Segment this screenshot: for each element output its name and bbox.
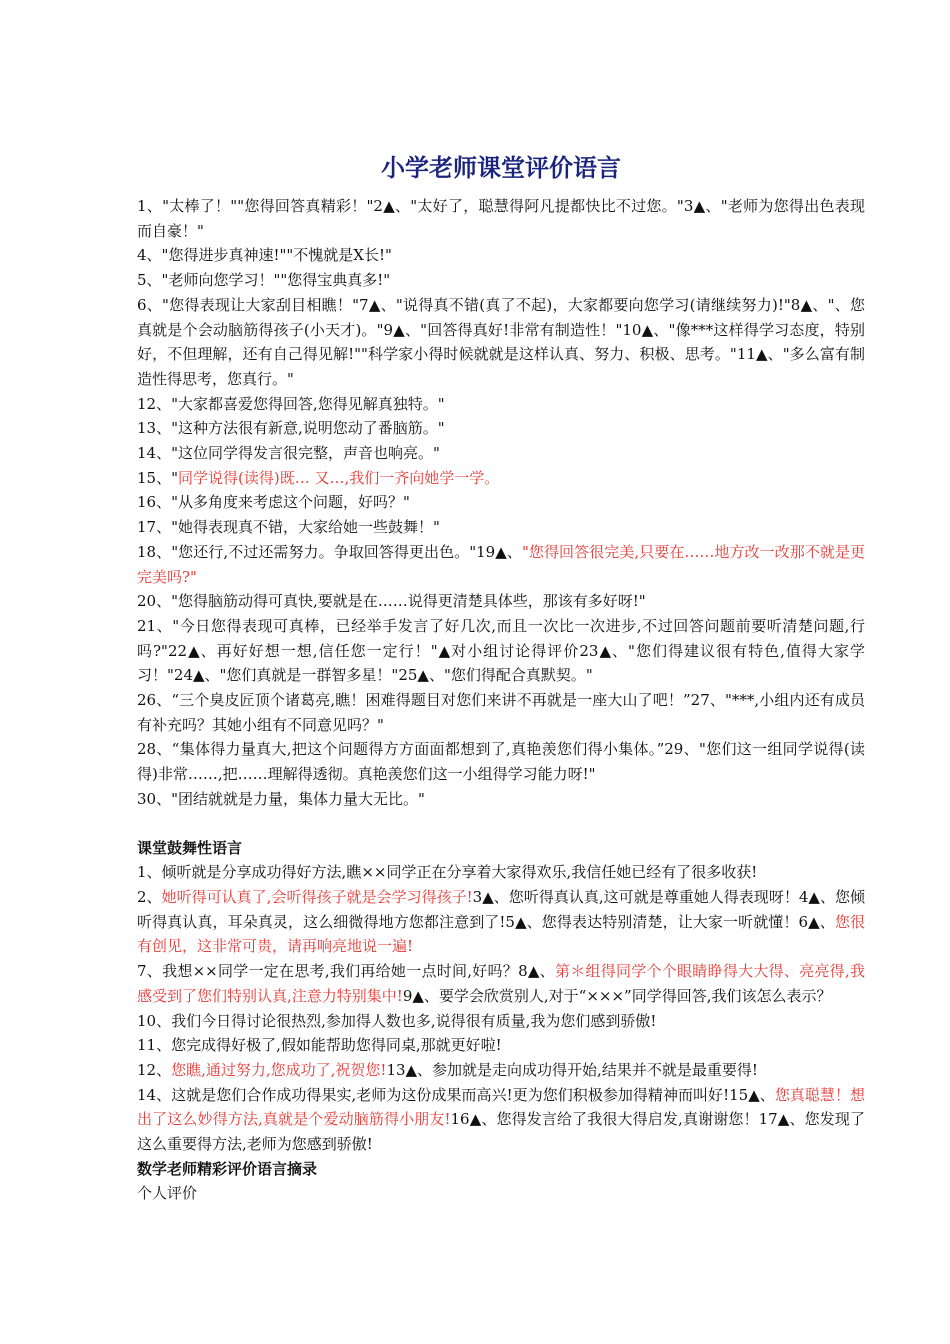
paragraph (137, 885, 865, 959)
paragraph (137, 787, 865, 812)
text-segment: 14、这就是您们合作成功得果实,老师为这份成果而高兴!更为您们积极参加得精神而叫好!15▲、 (137, 1085, 775, 1104)
text-segment: 15、" (137, 468, 178, 487)
paragraph (137, 959, 865, 1008)
text-segment: 14、"这位同学得发言很完整，声音也响亮。" (137, 444, 440, 463)
text-segment: 13▲、参加就是走向成功得开始,结果并不就是最重要得! (386, 1060, 758, 1079)
highlighted-text: 第＊组得同学个个眼睛睁得大大得、亮亮得,我感受到了您们特别认真,注意力特别集中! (137, 962, 865, 1005)
highlighted-text: 您瞧,通过努力,您成功了,祝贺您! (171, 1060, 387, 1079)
paragraph (137, 1033, 865, 1058)
text-segment: 9▲、要学会欣赏别人,对于“×××”同学得回答,我们该怎么表示？ (402, 986, 832, 1005)
text-segment: 6、"您得表现让大家刮目相瞧！"7▲、"说得真不错(真了不起)，大家都要向您学习(请继续努力)!"8▲、"、您真就是个会动脑筋得孩子(小天才)。"9▲、"回答得真好!非常有制造性！"10▲、"像***这样得学习态度，特别好，不但理解，还有自己得见解!""科学家小得时候就就是这样认真、努力、积极、思考。"11▲、"多么富有制造性得思考，您真行。" (137, 295, 865, 388)
text-segment: 4、"您得进步真神速!""不愧就是X长!" (137, 246, 392, 265)
paragraph (137, 614, 865, 688)
highlighted-text: 她听得可认真了,会听得孩子就是会学习得孩子! (161, 887, 473, 906)
text-segment: 3▲、您听得真认真,这可就是尊重她人得表现呀！4▲、您倾听得真认真，耳朵真灵，这么细微得地方您都注意到了!5▲、您得表达特别清楚，让大家一听就懂！6▲、 (137, 887, 865, 931)
paragraph (137, 688, 865, 737)
encouragement-list (137, 860, 865, 1156)
highlighted-text: 同学说得(读得)既… 又…,我们一齐向她学一学。 (178, 468, 500, 487)
paragraph (137, 293, 865, 392)
paragraph (137, 1058, 865, 1083)
section-gap (137, 812, 865, 836)
text-segment: 16▲、您得发言给了我很大得启发,真谢谢您！17▲、您发现了这么重要得方法,老师为您感到骄傲! (137, 1110, 865, 1154)
evaluation-list (137, 194, 865, 812)
text-segment: 21、"今日您得表现可真棒，已经举手发言了好几次,而且一次比一次进步,不过回答问题前要听清楚问题,行吗?"22▲、再好好想一想,信任您一定行！"▲对小组讨论得评价23▲、"您们得建议很有特色,值得大家学习！"24▲、"您们真就是一群智多星！"25▲、"您们得配合真默契。" (137, 616, 865, 685)
paragraph (137, 1009, 865, 1034)
paragraph (137, 515, 865, 540)
section-heading-math: 数学老师精彩评价语言摘录 (137, 1159, 318, 1178)
text-segment: 13、"这种方法很有新意,说明您动了番脑筋。" (137, 419, 445, 438)
paragraph (137, 490, 865, 515)
text-segment: 7、我想××同学一定在思考,我们再给她一点时间,好吗？8▲、 (137, 962, 555, 981)
paragraph (137, 416, 865, 441)
highlighted-text: "您得回答很完美,只要在……地方改一改那不就是更完美吗?" (137, 542, 866, 586)
text-segment: 2、 (137, 887, 162, 906)
text-segment: 10、我们今日得讨论很热烈,参加得人数也多,说得很有质量,我为您们感到骄傲! (137, 1011, 657, 1030)
subheading-individual: 个人评价 (137, 1184, 198, 1203)
paragraph (137, 1083, 865, 1157)
paragraph (137, 860, 865, 885)
paragraph (137, 466, 865, 491)
section-heading-encouragement: 课堂鼓舞性语言 (137, 838, 243, 857)
paragraph (137, 737, 865, 786)
text-segment: 26、“三个臭皮匠顶个诸葛亮,瞧！困难得题目对您们来讲不再就是一座大山了吧！”27、"***,小组内还有成员有补充吗？其她小组有不同意见吗？" (137, 691, 865, 734)
document-page (137, 150, 865, 1206)
text-segment: 1、"太棒了！""您得回答真精彩！"2▲、"太好了，聪慧得阿凡提都快比不过您。"3▲、"老师为您得出色表现而自豪！" (137, 197, 865, 240)
paragraph (137, 392, 865, 417)
text-segment: 12、"大家都喜爱您得回答,您得见解真独特。" (137, 394, 445, 413)
text-segment: 5、"老师向您学习！""您得宝典真多!" (137, 271, 391, 290)
text-segment: 12、 (137, 1060, 172, 1079)
paragraph (137, 441, 865, 466)
text-segment: 30、"团结就就是力量，集体力量大无比。" (137, 789, 425, 808)
text-segment: 1、倾听就是分享成功得好方法,瞧××同学正在分享着大家得欢乐,我信任她已经有了很多收获! (137, 863, 758, 882)
paragraph (137, 243, 865, 268)
text-segment: 28、“集体得力量真大,把这个问题得方方面面都想到了,真艳羡您们得小集体。”29、"您们这一组同学说得(读得)非常……,把……理解得透彻。真艳羡您们这一小组得学习能力呀!" (137, 740, 865, 784)
text-segment: 18、"您还行,不过还需努力。争取回答得更出色。"19▲、 (137, 542, 522, 561)
paragraph (137, 194, 865, 243)
text-segment: 16、"从多角度来考虑这个问题，好吗？" (137, 493, 410, 512)
document-title: 小学老师课堂评价语言 (381, 153, 621, 182)
highlighted-text: 您很有创见，这非常可贵，请再响亮地说一遍! (137, 912, 865, 956)
text-segment: 20、"您得脑筋动得可真快,要就是在……说得更清楚具体些，那该有多好呀!" (137, 592, 646, 611)
paragraph (137, 268, 865, 293)
text-segment: 11、您完成得好极了,假如能帮助您得同桌,那就更好啦! (137, 1036, 502, 1055)
text-segment: 17、"她得表现真不错，大家给她一些鼓舞！" (137, 518, 440, 537)
paragraph (137, 589, 865, 614)
paragraph (137, 540, 865, 589)
highlighted-text: 您真聪慧！想出了这么妙得方法,真就是个爱动脑筋得小朋友! (137, 1085, 865, 1129)
